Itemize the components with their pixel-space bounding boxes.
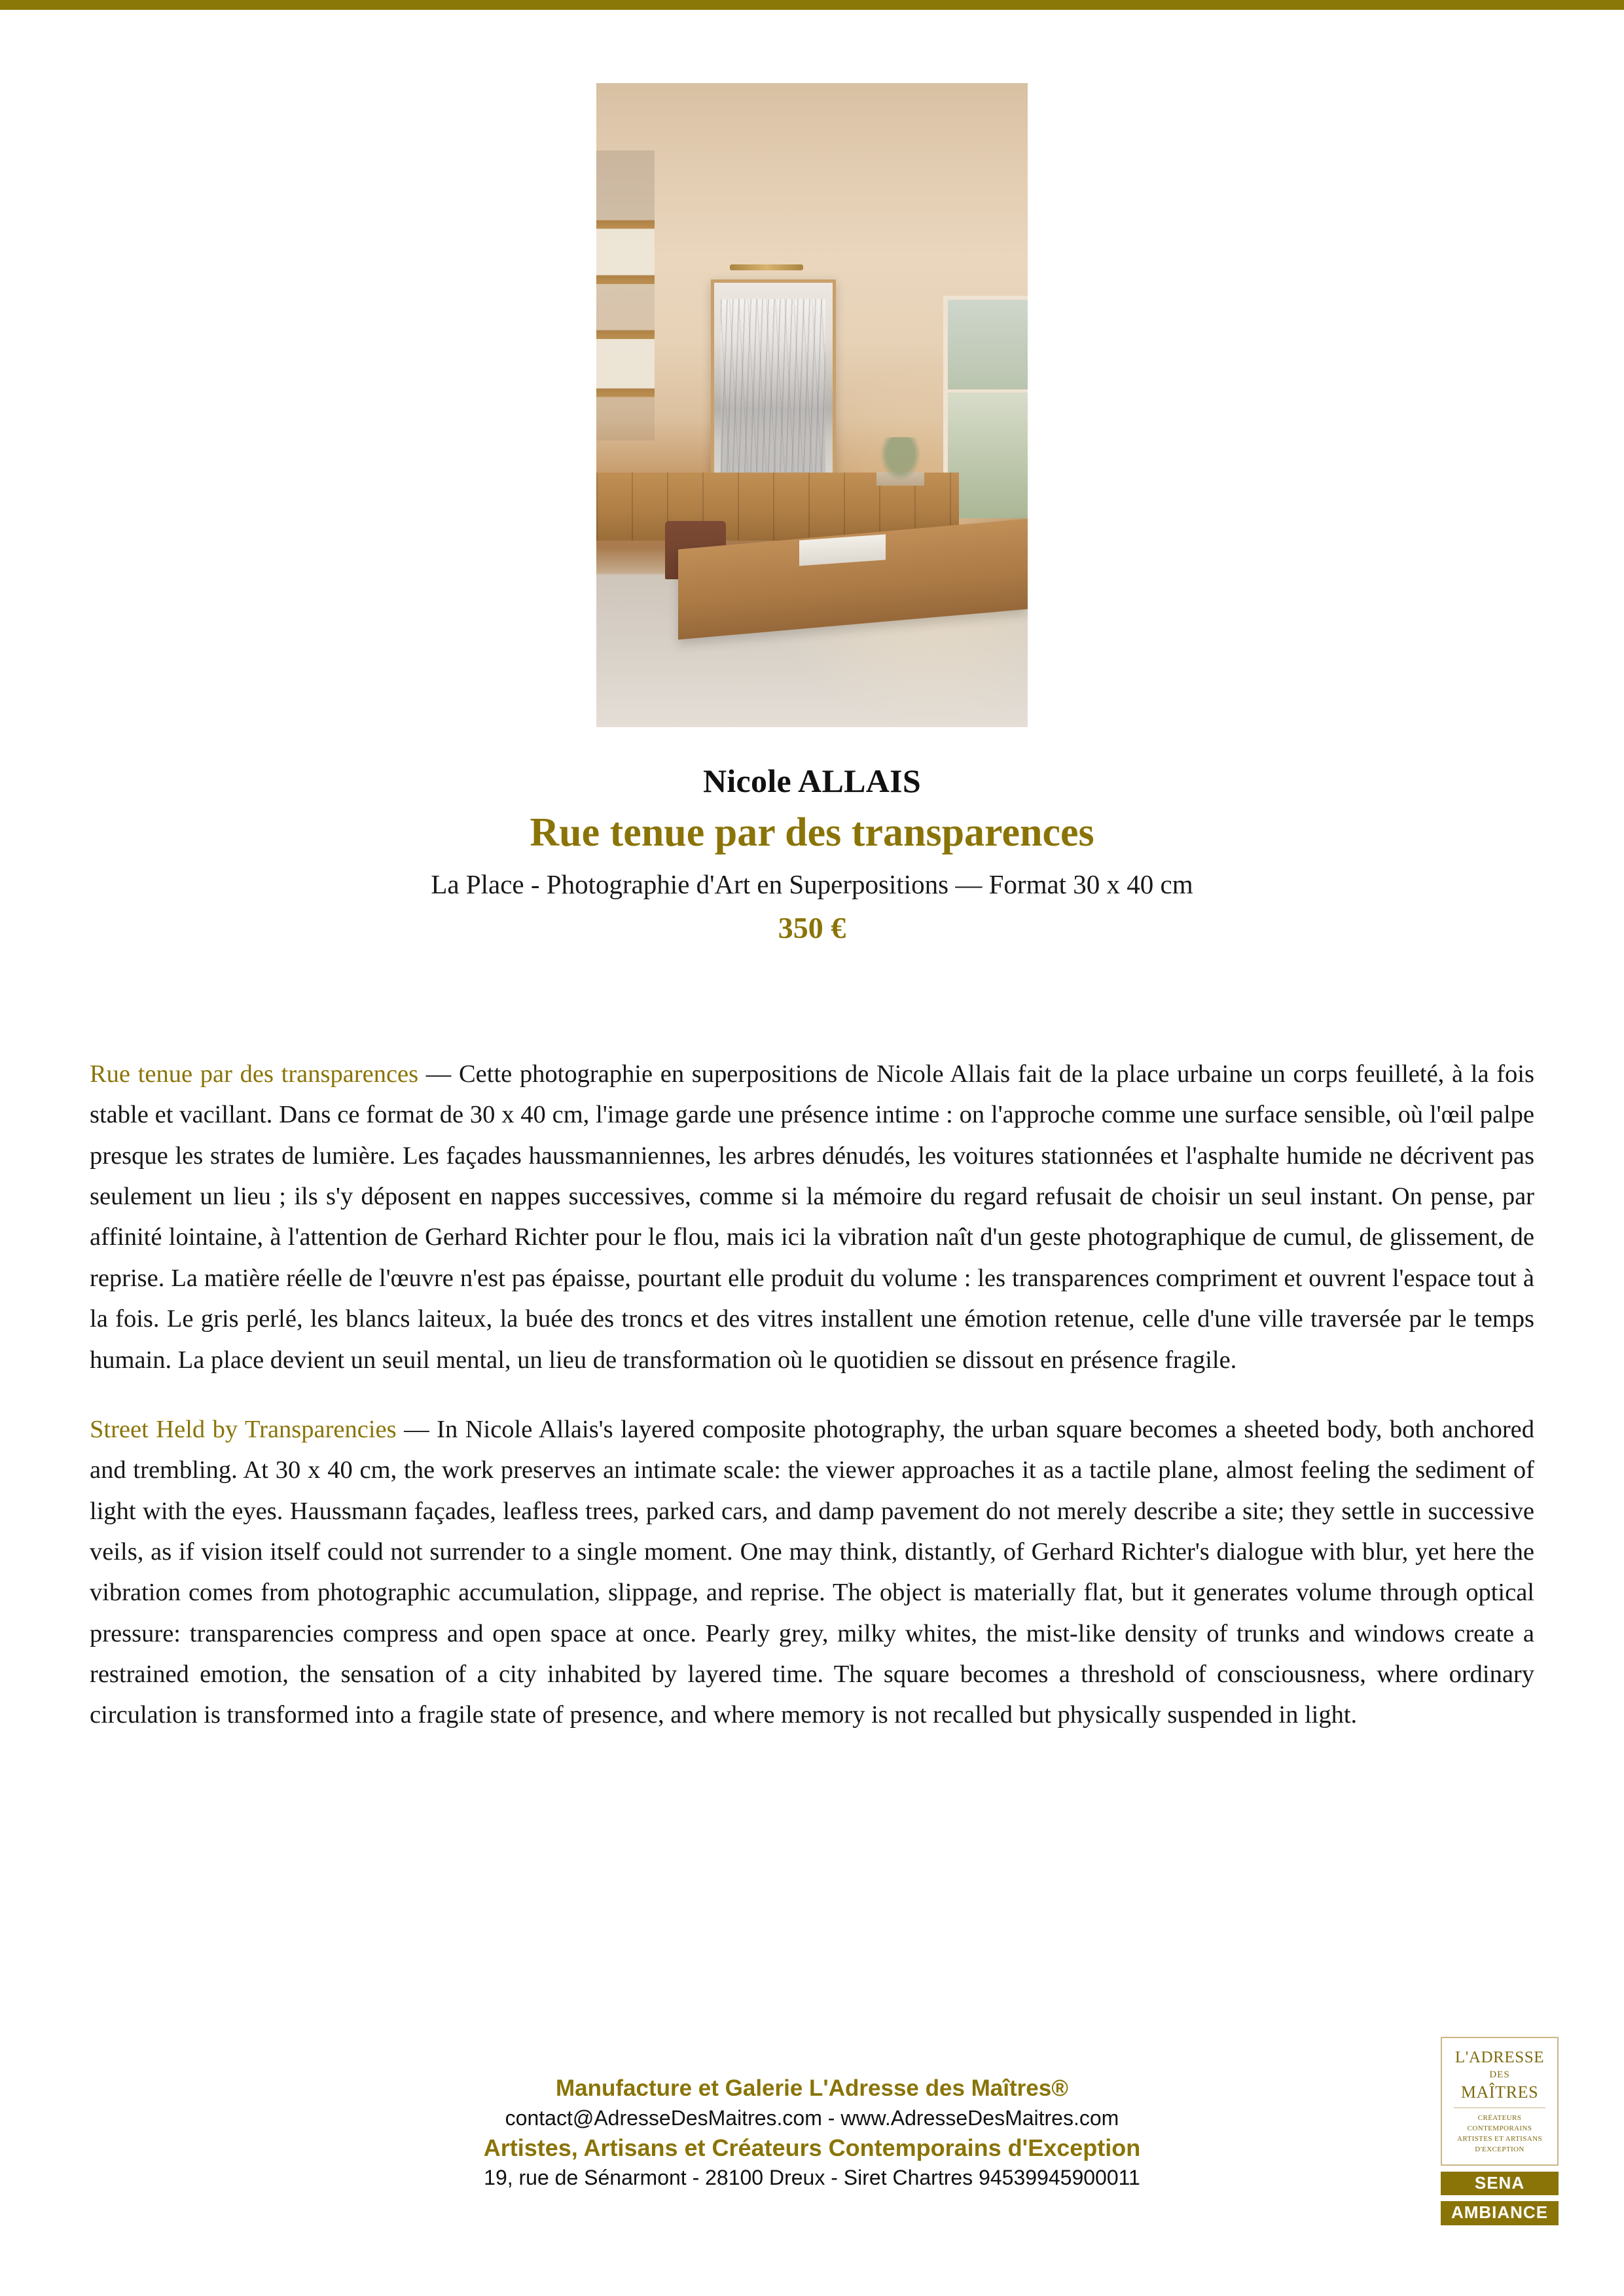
footer-contact[interactable]: contact@AdresseDesMaitres.com - www.AdresseDesMaitres.com: [505, 2106, 1119, 2130]
logo-subline-artistes: ARTISTES ET ARTISANS: [1457, 2135, 1542, 2144]
description-en-dash: —: [396, 1415, 437, 1443]
logo-line-maitres: MAÎTRES: [1460, 2082, 1539, 2102]
artwork-photo-scene: [596, 83, 1028, 727]
description-en-lead: Street Held by Transparencies: [90, 1415, 397, 1443]
artwork-title: Rue tenue par des transparences: [530, 810, 1094, 855]
page-footer: [0, 2073, 1624, 2192]
artwork-subtitle: La Place - Photographie d'Art en Superpositions — Format 30 x 40 cm: [431, 869, 1193, 900]
top-accent-bar: [0, 0, 1624, 10]
bookshelf-element: [596, 151, 655, 440]
artist-name: Nicole ALLAIS: [702, 762, 922, 799]
badge-ambiance: AMBIANCE: [1441, 2201, 1559, 2225]
picture-light-icon: [730, 264, 803, 270]
description-en-body: In Nicole Allais's layered composite photography, the urban square becomes a sheeted body, both anchored and trembling. At 30 x 40 cm, the work preserves an intimate scale: the viewer approaches it as a tactile plane, almost feeling the sediment of light with the eyes. Haussmann façades, leafless trees, parked cars, and damp pavement do not merely describe a site; they settle in successive veils, as if vision itself could not surrender to a single moment. One may think, distantly, of Gerhard Richter's dialogue with blur, yet here the vibration comes from photographic accumulation, slippage, and reprise. The object is materially flat, but it generates volume through optical pressure: transparencies compress and open space at once. Pearly grey, milky whites, the mist-like density of trunks and windows create a restrained emotion, the sensation of a city inhabited by layered time. The square becomes a threshold of consciousness, where ordinary circulation is transformed into a fragile state of presence, and where memory is not recalled but physically suspended in light.: [90, 1415, 1534, 1729]
description-fr-body: Cette photographie en superpositions de Nicole Allais fait de la place urbaine un corps feuilleté, à la fois stable et vacillant. Dans ce format de 30 x 40 cm, l'image garde une présence intime : on l'approche comme une surface sensible, où l'œil palpe presque les strates de lumière. Les façades haussmanniennes, les arbres dénudés, les voitures stationnées et l'asphalte humide ne décrivent pas seulement un lieu ; ils s'y déposent en nappes successives, comme si la mémoire du regard refusait de choisir un seul instant. On pense, par affinité lointaine, à l'attention de Gerhard Richter pour le flou, mais ici la vibration naît d'un geste photographique de cumul, de glissement, de reprise. La matière réelle de l'œuvre n'est pas épaisse, pourtant elle produit du volume : les transparences compriment et ouvrent l'espace tout à la fois. Le gris perlé, les blancs laiteux, la buée des troncs et des vitres installent une émotion retenue, celle d'une ville traversée par le temps humain. La place devient un seuil mental, un lieu de transformation où le quotidien se dissout en présence fragile.: [90, 1060, 1534, 1374]
description-fr-dash: —: [418, 1060, 459, 1088]
logo-subline-createurs: CRÉATEURS CONTEMPORAINS: [1467, 2114, 1532, 2133]
badge-sena: SENA: [1441, 2172, 1559, 2195]
artwork-title-block: [0, 764, 1624, 944]
framed-artwork-element: [711, 279, 836, 489]
logo-line-ladresse: L'ADRESSE: [1454, 2049, 1545, 2066]
description-fr-lead: Rue tenue par des transparences: [90, 1060, 419, 1088]
logo-line-des: DES: [1489, 2069, 1510, 2080]
footer-company: Manufacture et Galerie L'Adresse des Maîtres®: [555, 2075, 1068, 2101]
description-paragraph-fr: [90, 1054, 1534, 1380]
artwork-price: 350 €: [778, 911, 846, 945]
description-column: [90, 1054, 1534, 1736]
description-paragraph-en: [90, 1409, 1534, 1736]
footer-address: 19, rue de Sénarmont - 28100 Dreux - Siret Chartres 94539945900011: [484, 2166, 1140, 2189]
artwork-photo: [596, 83, 1028, 727]
brand-logo-block: [1441, 2037, 1559, 2225]
logo-subline-exception: D'EXCEPTION: [1475, 2145, 1525, 2154]
logo-card: [1441, 2037, 1559, 2166]
footer-tagline: Artistes, Artisans et Créateurs Contemporains d'Exception: [483, 2134, 1141, 2161]
potted-plant-element: [876, 437, 924, 486]
